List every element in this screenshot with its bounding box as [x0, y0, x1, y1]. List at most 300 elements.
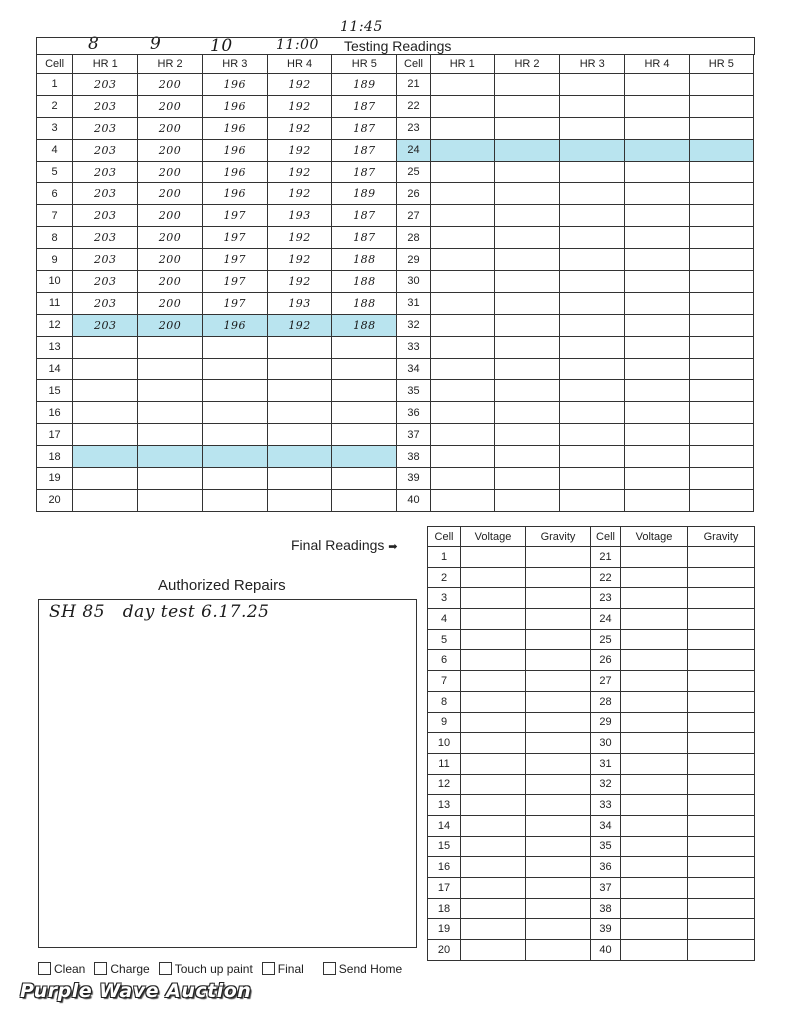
reading-cell[interactable]: 187: [332, 95, 397, 117]
checkbox-touch-up-paint[interactable]: [159, 960, 262, 977]
reading-cell[interactable]: 203: [73, 314, 138, 336]
reading-cell[interactable]: 192: [267, 117, 331, 139]
voltage-cell[interactable]: [461, 940, 526, 961]
reading-cell[interactable]: 200: [138, 249, 202, 271]
reading-cell[interactable]: [267, 336, 331, 358]
reading-cell[interactable]: [430, 227, 494, 249]
reading-cell[interactable]: [73, 489, 138, 511]
voltage-cell[interactable]: [461, 629, 526, 650]
gravity-cell[interactable]: [526, 629, 591, 650]
reading-cell[interactable]: 192: [267, 74, 331, 96]
voltage-cell[interactable]: [461, 567, 526, 588]
reading-cell[interactable]: 192: [267, 227, 331, 249]
reading-cell[interactable]: [689, 314, 753, 336]
reading-cell[interactable]: 196: [202, 95, 267, 117]
reading-cell[interactable]: 189: [332, 183, 397, 205]
reading-cell[interactable]: [494, 292, 559, 314]
reading-cell[interactable]: 193: [267, 205, 331, 227]
reading-cell[interactable]: [494, 336, 559, 358]
voltage-cell[interactable]: [461, 588, 526, 609]
reading-cell[interactable]: 187: [332, 205, 397, 227]
voltage-cell[interactable]: [461, 836, 526, 857]
reading-cell[interactable]: [73, 402, 138, 424]
reading-cell[interactable]: [267, 402, 331, 424]
gravity-cell[interactable]: [526, 547, 591, 568]
reading-cell[interactable]: [625, 336, 689, 358]
gravity-cell[interactable]: [688, 671, 755, 692]
voltage-cell[interactable]: [621, 878, 688, 899]
gravity-cell[interactable]: [526, 691, 591, 712]
voltage-cell[interactable]: [621, 940, 688, 961]
reading-cell[interactable]: [560, 74, 625, 96]
reading-cell[interactable]: [560, 292, 625, 314]
reading-cell[interactable]: [625, 489, 689, 511]
reading-cell[interactable]: [689, 358, 753, 380]
gravity-cell[interactable]: [688, 898, 755, 919]
testing-col-header: HR 5: [689, 55, 753, 74]
reading-cell[interactable]: [202, 402, 267, 424]
reading-cell[interactable]: [689, 249, 753, 271]
reading-cell[interactable]: 197: [202, 292, 267, 314]
checkbox-box-icon[interactable]: [262, 962, 275, 975]
reading-cell[interactable]: [430, 139, 494, 161]
reading-cell[interactable]: [560, 424, 625, 446]
reading-cell[interactable]: [560, 139, 625, 161]
reading-cell[interactable]: 200: [138, 95, 202, 117]
reading-cell[interactable]: [202, 489, 267, 511]
gravity-cell[interactable]: [688, 795, 755, 816]
final-row: [428, 567, 755, 588]
reading-cell[interactable]: [138, 489, 202, 511]
reading-cell[interactable]: [332, 489, 397, 511]
voltage-cell[interactable]: [461, 733, 526, 754]
reading-cell[interactable]: [625, 139, 689, 161]
reading-cell[interactable]: 197: [202, 205, 267, 227]
reading-cell[interactable]: 203: [73, 249, 138, 271]
reading-cell[interactable]: 192: [267, 95, 331, 117]
reading-cell[interactable]: 200: [138, 117, 202, 139]
reading-cell[interactable]: 187: [332, 161, 397, 183]
gravity-cell[interactable]: [688, 836, 755, 857]
reading-cell[interactable]: [560, 183, 625, 205]
reading-cell[interactable]: 187: [332, 139, 397, 161]
gravity-cell[interactable]: [526, 671, 591, 692]
reading-cell[interactable]: 203: [73, 292, 138, 314]
gravity-cell[interactable]: [688, 733, 755, 754]
voltage-cell[interactable]: [621, 919, 688, 940]
gravity-cell[interactable]: [526, 898, 591, 919]
reading-cell[interactable]: [430, 468, 494, 490]
reading-cell[interactable]: [560, 117, 625, 139]
voltage-cell[interactable]: [621, 857, 688, 878]
voltage-cell[interactable]: [621, 795, 688, 816]
reading-cell[interactable]: [332, 336, 397, 358]
gravity-cell[interactable]: [688, 629, 755, 650]
reading-cell[interactable]: [332, 446, 397, 468]
reading-cell[interactable]: [332, 380, 397, 402]
reading-cell[interactable]: [267, 446, 331, 468]
checkbox-final[interactable]: [262, 960, 313, 977]
reading-cell[interactable]: [625, 117, 689, 139]
reading-cell[interactable]: [73, 336, 138, 358]
reading-cell[interactable]: 200: [138, 271, 202, 293]
reading-cell[interactable]: [625, 74, 689, 96]
reading-cell[interactable]: [625, 249, 689, 271]
reading-cell[interactable]: [430, 117, 494, 139]
gravity-cell[interactable]: [688, 650, 755, 671]
reading-cell[interactable]: 200: [138, 205, 202, 227]
reading-cell[interactable]: [430, 314, 494, 336]
voltage-cell[interactable]: [621, 712, 688, 733]
gravity-cell[interactable]: [688, 691, 755, 712]
reading-cell[interactable]: [689, 95, 753, 117]
voltage-cell[interactable]: [621, 898, 688, 919]
gravity-cell[interactable]: [526, 753, 591, 774]
reading-cell[interactable]: 187: [332, 227, 397, 249]
testing-row: [37, 227, 754, 249]
reading-cell[interactable]: [494, 227, 559, 249]
reading-cell[interactable]: [560, 314, 625, 336]
reading-cell[interactable]: [430, 424, 494, 446]
reading-cell[interactable]: 203: [73, 117, 138, 139]
reading-cell[interactable]: [560, 227, 625, 249]
voltage-cell[interactable]: [621, 547, 688, 568]
voltage-cell[interactable]: [461, 712, 526, 733]
reading-cell[interactable]: 196: [202, 183, 267, 205]
gravity-cell[interactable]: [688, 815, 755, 836]
reading-cell[interactable]: [267, 358, 331, 380]
checkbox-charge[interactable]: [94, 960, 158, 977]
reading-cell[interactable]: [689, 446, 753, 468]
voltage-cell[interactable]: [461, 857, 526, 878]
reading-cell[interactable]: [202, 380, 267, 402]
reading-cell[interactable]: [494, 402, 559, 424]
reading-cell[interactable]: 200: [138, 161, 202, 183]
reading-cell[interactable]: 203: [73, 161, 138, 183]
gravity-cell[interactable]: [526, 609, 591, 630]
reading-cell[interactable]: [625, 205, 689, 227]
checkbox-box-icon[interactable]: [38, 962, 51, 975]
reading-cell[interactable]: 203: [73, 95, 138, 117]
reading-cell[interactable]: [430, 292, 494, 314]
gravity-cell[interactable]: [526, 774, 591, 795]
reading-cell[interactable]: 197: [202, 249, 267, 271]
gravity-cell[interactable]: [688, 774, 755, 795]
gravity-cell[interactable]: [526, 712, 591, 733]
reading-cell[interactable]: 196: [202, 161, 267, 183]
checkbox-box-icon[interactable]: [159, 962, 172, 975]
reading-cell[interactable]: [689, 292, 753, 314]
voltage-cell[interactable]: [461, 898, 526, 919]
reading-cell[interactable]: [138, 468, 202, 490]
reading-cell[interactable]: [202, 424, 267, 446]
reading-cell[interactable]: [560, 489, 625, 511]
reading-cell[interactable]: 197: [202, 271, 267, 293]
gravity-cell[interactable]: [688, 919, 755, 940]
reading-cell[interactable]: [625, 402, 689, 424]
reading-cell[interactable]: 196: [202, 117, 267, 139]
reading-cell[interactable]: [332, 358, 397, 380]
reading-cell[interactable]: 203: [73, 74, 138, 96]
reading-cell[interactable]: 192: [267, 249, 331, 271]
cell-number: 30: [397, 271, 430, 293]
reading-cell[interactable]: [202, 446, 267, 468]
reading-cell[interactable]: 203: [73, 227, 138, 249]
reading-cell[interactable]: 200: [138, 74, 202, 96]
cell-number: 23: [397, 117, 430, 139]
voltage-cell[interactable]: [461, 547, 526, 568]
reading-cell[interactable]: [73, 468, 138, 490]
voltage-cell[interactable]: [461, 878, 526, 899]
gravity-cell[interactable]: [688, 567, 755, 588]
voltage-cell[interactable]: [461, 650, 526, 671]
gravity-cell[interactable]: [526, 857, 591, 878]
cell-number: 4: [428, 609, 461, 630]
reading-cell[interactable]: [689, 380, 753, 402]
voltage-cell[interactable]: [621, 567, 688, 588]
gravity-cell[interactable]: [526, 733, 591, 754]
reading-cell[interactable]: [202, 468, 267, 490]
voltage-cell[interactable]: [461, 691, 526, 712]
reading-cell[interactable]: [430, 74, 494, 96]
gravity-cell[interactable]: [688, 878, 755, 899]
reading-cell[interactable]: 192: [267, 271, 331, 293]
reading-cell[interactable]: [202, 336, 267, 358]
voltage-cell[interactable]: [621, 836, 688, 857]
reading-cell[interactable]: [625, 424, 689, 446]
reading-cell[interactable]: 188: [332, 249, 397, 271]
reading-cell[interactable]: [689, 424, 753, 446]
reading-cell[interactable]: [494, 183, 559, 205]
reading-cell[interactable]: [625, 227, 689, 249]
gravity-cell[interactable]: [526, 588, 591, 609]
reading-cell[interactable]: [689, 468, 753, 490]
voltage-cell[interactable]: [621, 774, 688, 795]
reading-cell[interactable]: [138, 380, 202, 402]
voltage-cell[interactable]: [621, 815, 688, 836]
gravity-cell[interactable]: [688, 547, 755, 568]
voltage-cell[interactable]: [461, 815, 526, 836]
gravity-cell[interactable]: [688, 609, 755, 630]
voltage-cell[interactable]: [621, 691, 688, 712]
reading-cell[interactable]: [430, 183, 494, 205]
reading-cell[interactable]: [494, 424, 559, 446]
reading-cell[interactable]: [560, 446, 625, 468]
checkbox-send-home[interactable]: [323, 960, 411, 977]
voltage-cell[interactable]: [621, 671, 688, 692]
reading-cell[interactable]: [332, 402, 397, 424]
reading-cell[interactable]: 196: [202, 139, 267, 161]
reading-cell[interactable]: [625, 95, 689, 117]
reading-cell[interactable]: [430, 336, 494, 358]
reading-cell[interactable]: [689, 336, 753, 358]
gravity-cell[interactable]: [688, 857, 755, 878]
checkbox-box-icon[interactable]: [94, 962, 107, 975]
gravity-cell[interactable]: [526, 919, 591, 940]
reading-cell[interactable]: [689, 183, 753, 205]
reading-cell[interactable]: 203: [73, 205, 138, 227]
reading-cell[interactable]: [560, 161, 625, 183]
reading-cell[interactable]: [73, 424, 138, 446]
voltage-cell[interactable]: [461, 919, 526, 940]
voltage-cell[interactable]: [621, 733, 688, 754]
reading-cell[interactable]: [689, 227, 753, 249]
reading-cell[interactable]: [689, 74, 753, 96]
reading-cell[interactable]: [267, 468, 331, 490]
reading-cell[interactable]: 200: [138, 314, 202, 336]
reading-cell[interactable]: [494, 161, 559, 183]
reading-cell[interactable]: 187: [332, 117, 397, 139]
reading-cell[interactable]: 192: [267, 139, 331, 161]
voltage-cell[interactable]: [461, 671, 526, 692]
reading-cell[interactable]: [430, 95, 494, 117]
final-row: [428, 857, 755, 878]
reading-cell[interactable]: [560, 336, 625, 358]
reading-cell[interactable]: 188: [332, 314, 397, 336]
reading-cell[interactable]: [494, 314, 559, 336]
voltage-cell[interactable]: [461, 774, 526, 795]
reading-cell[interactable]: [625, 271, 689, 293]
reading-cell[interactable]: [430, 271, 494, 293]
reading-cell[interactable]: [625, 292, 689, 314]
voltage-cell[interactable]: [461, 609, 526, 630]
reading-cell[interactable]: 196: [202, 74, 267, 96]
reading-cell[interactable]: [625, 314, 689, 336]
gravity-cell[interactable]: [526, 836, 591, 857]
reading-cell[interactable]: [494, 95, 559, 117]
reading-cell[interactable]: [430, 358, 494, 380]
voltage-cell[interactable]: [621, 650, 688, 671]
voltage-cell[interactable]: [621, 609, 688, 630]
reading-cell[interactable]: [494, 271, 559, 293]
reading-cell[interactable]: [430, 161, 494, 183]
reading-cell[interactable]: [138, 336, 202, 358]
reading-cell[interactable]: [625, 468, 689, 490]
reading-cell[interactable]: [625, 446, 689, 468]
reading-cell[interactable]: [494, 249, 559, 271]
reading-cell[interactable]: 192: [267, 314, 331, 336]
authorized-repairs-box[interactable]: [38, 599, 417, 948]
voltage-cell[interactable]: [621, 588, 688, 609]
reading-cell[interactable]: [494, 489, 559, 511]
reading-cell[interactable]: 200: [138, 139, 202, 161]
reading-cell[interactable]: [560, 358, 625, 380]
voltage-cell[interactable]: [461, 795, 526, 816]
reading-cell[interactable]: [560, 468, 625, 490]
reading-cell[interactable]: 200: [138, 292, 202, 314]
reading-cell[interactable]: [332, 424, 397, 446]
reading-cell[interactable]: [560, 402, 625, 424]
reading-cell[interactable]: 200: [138, 183, 202, 205]
reading-cell[interactable]: 192: [267, 183, 331, 205]
reading-cell[interactable]: [494, 139, 559, 161]
reading-cell[interactable]: [267, 424, 331, 446]
reading-cell[interactable]: [494, 380, 559, 402]
reading-cell[interactable]: [138, 358, 202, 380]
reading-cell[interactable]: [689, 161, 753, 183]
reading-cell[interactable]: [689, 205, 753, 227]
reading-cell[interactable]: [430, 380, 494, 402]
reading-cell[interactable]: 196: [202, 314, 267, 336]
reading-cell[interactable]: [138, 424, 202, 446]
reading-cell[interactable]: [560, 380, 625, 402]
reading-cell[interactable]: [430, 205, 494, 227]
reading-cell[interactable]: 197: [202, 227, 267, 249]
reading-cell[interactable]: [560, 205, 625, 227]
voltage-cell[interactable]: [621, 753, 688, 774]
reading-cell[interactable]: [73, 446, 138, 468]
reading-cell[interactable]: [430, 402, 494, 424]
reading-cell[interactable]: [625, 358, 689, 380]
reading-cell[interactable]: [494, 468, 559, 490]
reading-cell[interactable]: [494, 205, 559, 227]
reading-cell[interactable]: [202, 358, 267, 380]
cell-number: 35: [591, 836, 621, 857]
checkbox-box-icon[interactable]: [323, 962, 336, 975]
reading-cell[interactable]: [138, 446, 202, 468]
reading-cell[interactable]: [689, 271, 753, 293]
reading-cell[interactable]: [689, 489, 753, 511]
reading-cell[interactable]: [73, 358, 138, 380]
gravity-cell[interactable]: [688, 712, 755, 733]
reading-cell[interactable]: [625, 161, 689, 183]
reading-cell[interactable]: [430, 446, 494, 468]
reading-cell[interactable]: 188: [332, 271, 397, 293]
gravity-cell[interactable]: [526, 940, 591, 961]
reading-cell[interactable]: 193: [267, 292, 331, 314]
reading-cell[interactable]: [560, 271, 625, 293]
reading-cell[interactable]: [430, 489, 494, 511]
cell-number: 31: [591, 753, 621, 774]
reading-cell[interactable]: [494, 74, 559, 96]
voltage-cell[interactable]: [461, 753, 526, 774]
reading-cell[interactable]: [138, 402, 202, 424]
reading-cell[interactable]: [689, 139, 753, 161]
reading-cell[interactable]: [332, 468, 397, 490]
reading-cell[interactable]: [494, 117, 559, 139]
reading-cell[interactable]: 189: [332, 74, 397, 96]
gravity-cell[interactable]: [688, 940, 755, 961]
reading-cell[interactable]: [689, 117, 753, 139]
reading-cell[interactable]: 188: [332, 292, 397, 314]
reading-cell[interactable]: 200: [138, 227, 202, 249]
reading-cell[interactable]: [267, 489, 331, 511]
reading-cell[interactable]: [560, 95, 625, 117]
reading-cell[interactable]: [625, 183, 689, 205]
reading-cell[interactable]: 192: [267, 161, 331, 183]
reading-cell[interactable]: 203: [73, 183, 138, 205]
reading-cell[interactable]: [560, 249, 625, 271]
gravity-cell[interactable]: [526, 815, 591, 836]
gravity-cell[interactable]: [526, 795, 591, 816]
gravity-cell[interactable]: [526, 567, 591, 588]
gravity-cell[interactable]: [526, 650, 591, 671]
voltage-cell[interactable]: [621, 629, 688, 650]
reading-cell[interactable]: 203: [73, 271, 138, 293]
reading-cell[interactable]: [625, 380, 689, 402]
reading-cell[interactable]: [73, 380, 138, 402]
reading-cell[interactable]: [494, 446, 559, 468]
reading-cell[interactable]: [494, 358, 559, 380]
reading-cell[interactable]: [430, 249, 494, 271]
reading-cell[interactable]: 203: [73, 139, 138, 161]
gravity-cell[interactable]: [688, 588, 755, 609]
checkbox-clean[interactable]: [38, 960, 94, 977]
gravity-cell[interactable]: [688, 753, 755, 774]
gravity-cell[interactable]: [526, 878, 591, 899]
reading-cell[interactable]: [267, 380, 331, 402]
reading-cell[interactable]: [689, 402, 753, 424]
